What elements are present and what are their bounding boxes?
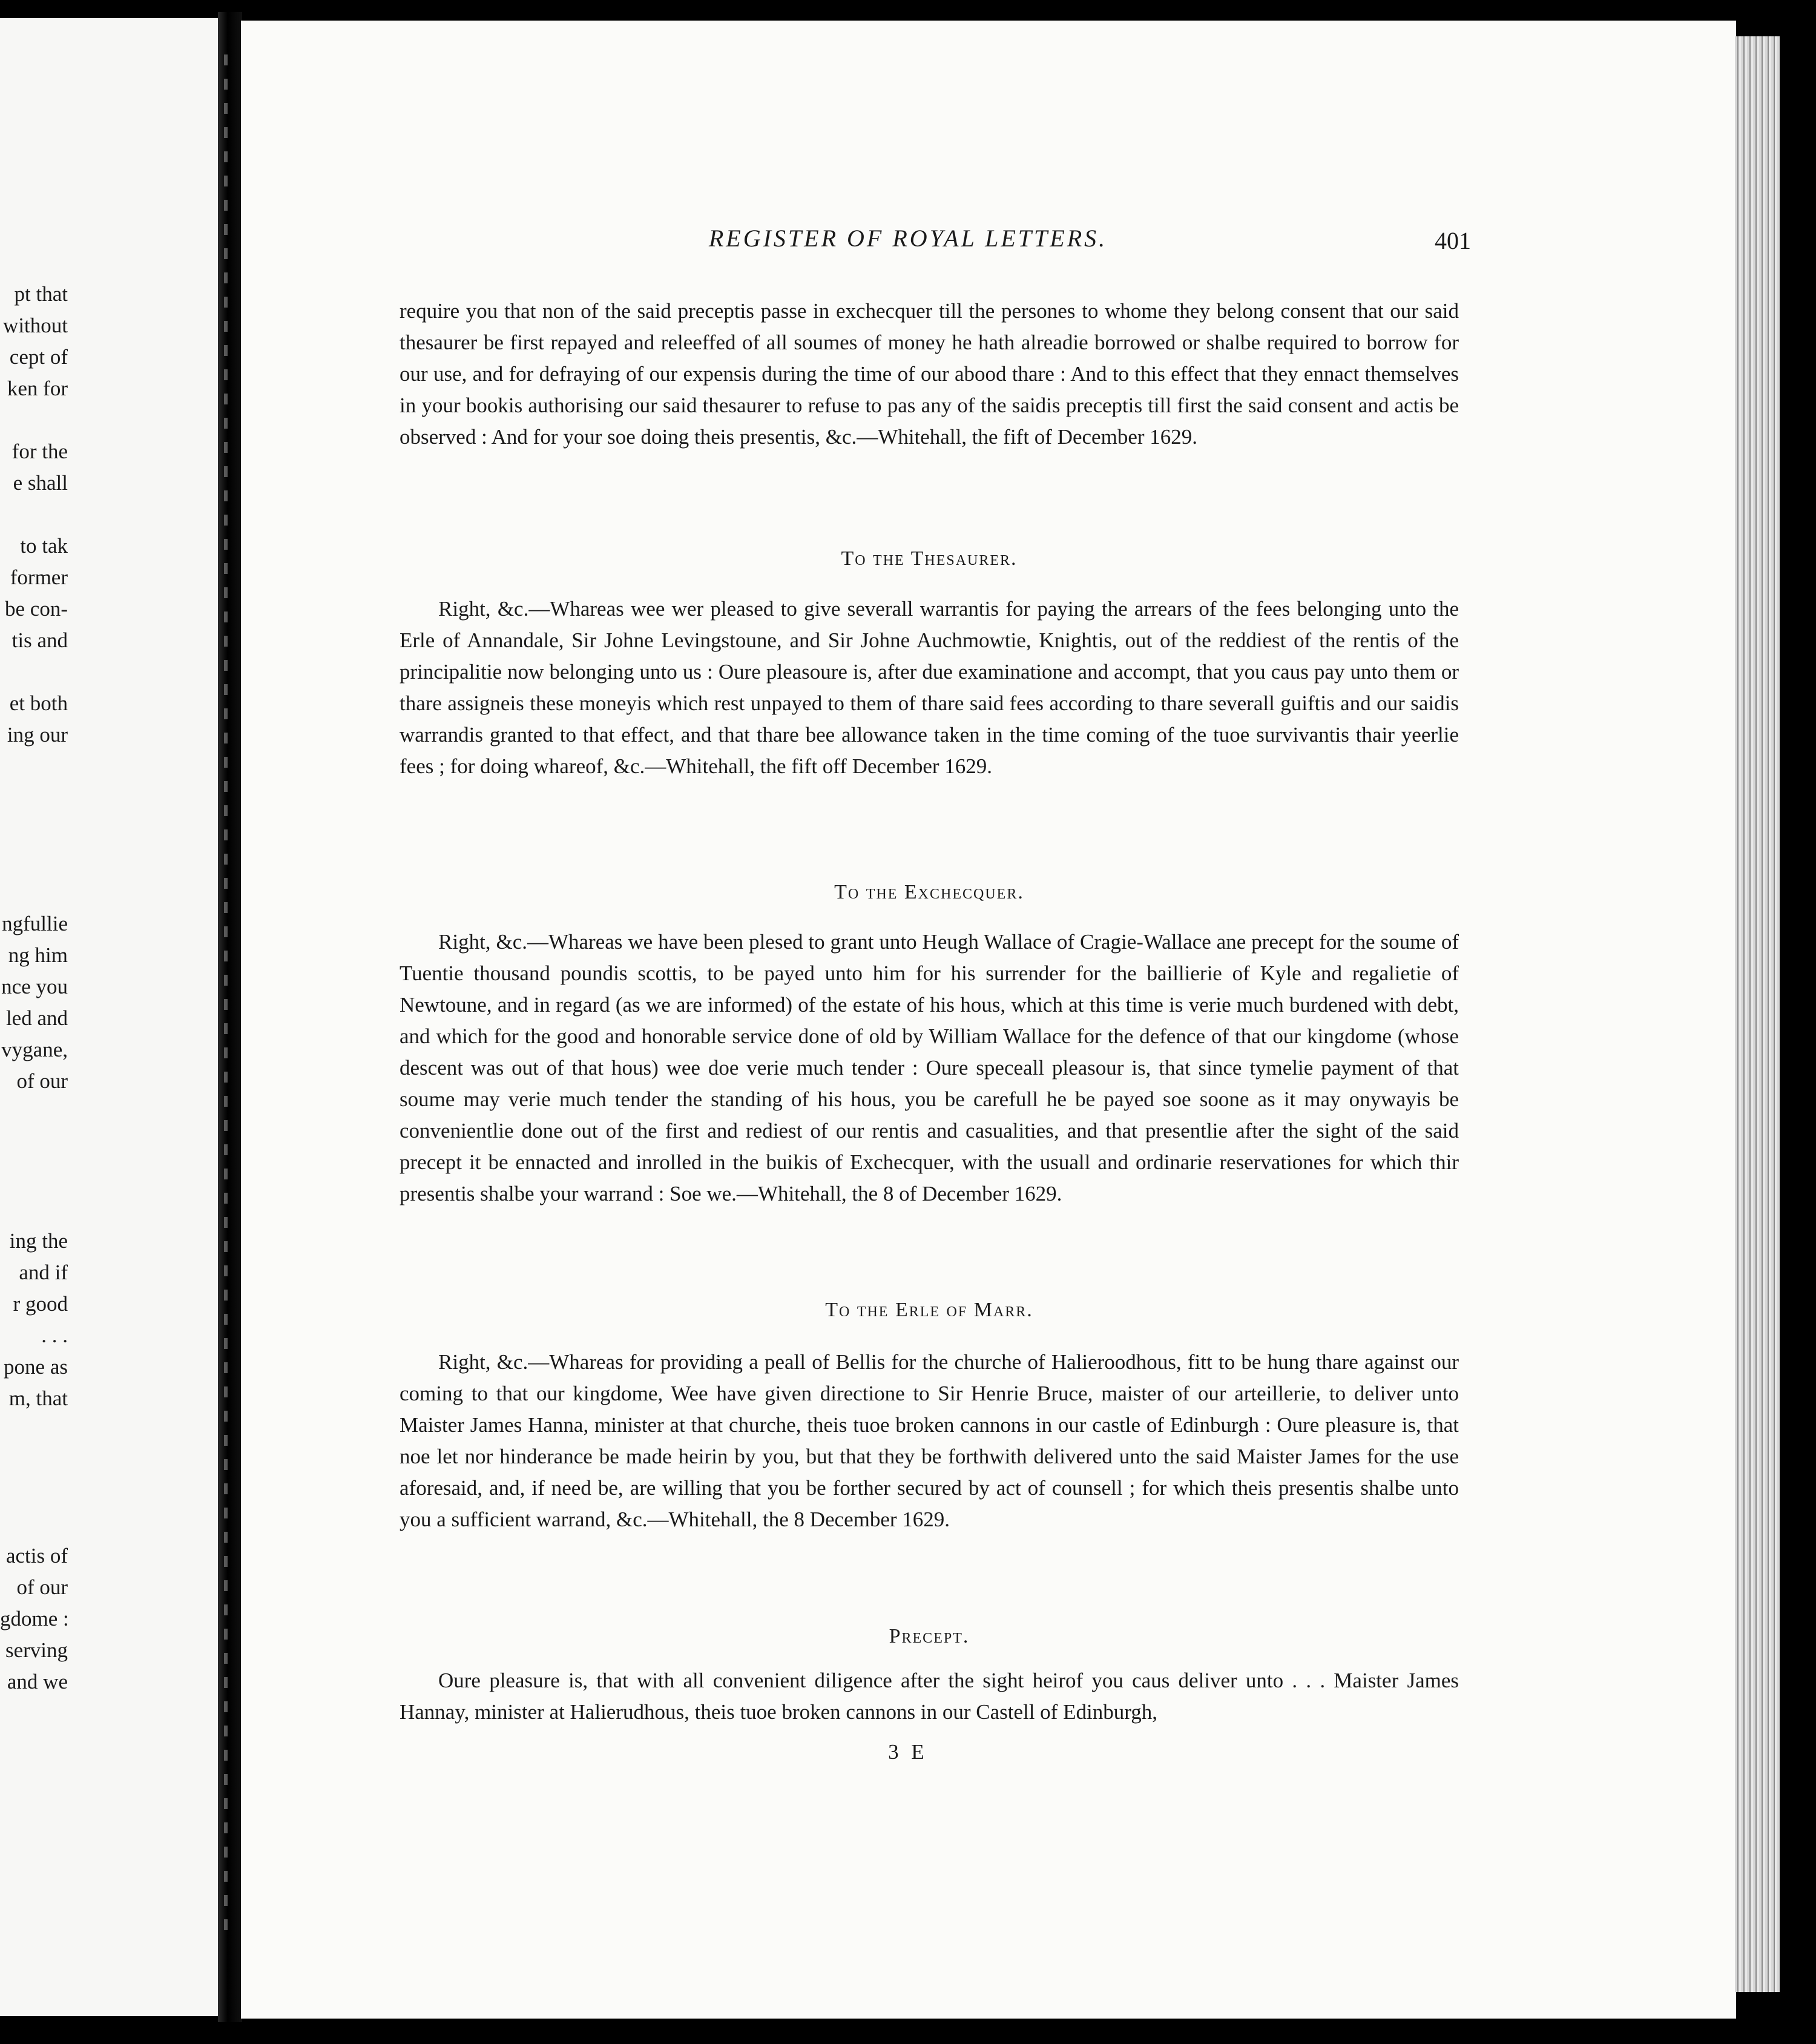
- facing-page-line-fragment: tis and: [12, 628, 68, 652]
- facing-page-line-fragment: actis of: [5, 1544, 68, 1568]
- facing-page-line-fragment: gdome :: [0, 1607, 69, 1630]
- letter-body: Right, &c.—Whareas for providing a peall of Bellis for the churche of Halieroodhous, fitt to be hung thare against our coming to that our kingdome, Wee have given directione to Sir Henrie Bruce, maister of our arteillerie, to deliver unto Maister James Hanna, minister at that churche, theis tuoe broken cannons in our castle of Edinburgh : Oure pleasure is, that noe let nor hinderance be made heirin by you, but that they be forthwith delivered unto the said Maister James for the use aforesaid, and, if need be, are willing that you be forther secured by act of counsell ; for which theis presentis shalbe unto you a sufficient warrand, &c.—Whitehall, the 8 December 1629.: [400, 1350, 1459, 1531]
- letter-body: Right, &c.—Whareas we have been plesed to grant unto Heugh Wallace of Cragie-Wallace ane precept for the soume of Tuentie thousand poundis scottis, to be payed unto him for his surrender for the baillierie of Kyle and regalietie of Newtoune, and in regard (as we are informed) of the estate of his hous, which at this time is verie much burdened with debt, and which for the good and honorable service done of old by William Wallace for the defence of that our kingdome (whose descent was out of that hous) wee doe verie much tender : Oure speceall pleasour is, that since tymelie payment of that soume may verie much tender the standing of his hous, you be carefull he be payed soe soone as it may onywayis be convenientlie done out of the first and rediest of our rentis and casualities, and that presentlie after the sight of the said precept it be ennacted and inrolled in the buikis of Exchecquer, with the usuall and ordinarie reservationes for which thir presentis shalbe your warrand : Soe we.—Whitehall, the 8 of December 1629.: [400, 930, 1459, 1205]
- facing-page-line-fragment: led and: [5, 1006, 68, 1030]
- facing-page-line-fragment: be con-: [5, 597, 68, 621]
- facing-page-line-fragment: ing our: [7, 723, 68, 747]
- letter-body: Right, &c.—Whareas wee wer pleased to give severall warrantis for paying the arrears of the fees belonging unto the Erle of Annandale, Sir Johne Levingstoune, and Sir Johne Auchmowtie, Knightis, out of the reddiest of the rentis of the principalitie now belonging unto us : Oure pleasoure is, after due examinatione and accompt, that you caus pay unto them or thare assigneis these moneyis which rest unpayed to them of thare said fees according to thare severall guiftis and our saidis warrandis granted to that effect, and that thare bee allowance taken in the time coming of the tuoe survivantis thair yeerlie fees ; for doing whareof, &c.—Whitehall, the fift off December 1629.: [400, 597, 1459, 778]
- book-gutter: [218, 12, 242, 2022]
- facing-page-line-fragment: nce you: [1, 975, 68, 998]
- signature-mark: 3 E: [888, 1740, 928, 1764]
- heading-precept: Precept.: [889, 1625, 970, 1647]
- facing-page-line-fragment: r good: [13, 1292, 68, 1316]
- facing-page-left: [0, 18, 218, 2016]
- facing-page-line-fragment: for the: [12, 440, 68, 463]
- facing-page-line-fragment: and if: [19, 1261, 68, 1284]
- facing-page-line-fragment: pt that: [14, 282, 68, 306]
- facing-page-line-fragment: of our: [16, 1575, 68, 1599]
- facing-page-line-fragment: cept of: [9, 345, 68, 369]
- facing-page-line-fragment: et both: [9, 691, 68, 715]
- letter-precept: [400, 1665, 1459, 1728]
- facing-page-line-fragment: e shall: [13, 471, 68, 495]
- heading-to-the-exchecquer: To the Exchecquer.: [834, 881, 1024, 903]
- binding-stitch: [224, 54, 228, 1943]
- facing-page-line-fragment: ing the: [9, 1229, 68, 1253]
- facing-page-line-fragment: and we: [7, 1670, 68, 1693]
- letter-erle-of-marr: [400, 1347, 1459, 1535]
- heading-to-the-erle-of-marr: To the Erle of Marr.: [825, 1299, 1033, 1321]
- facing-page-line-fragment: ng him: [8, 943, 68, 967]
- heading-to-the-thesaurer: To the Thesaurer.: [841, 547, 1018, 570]
- intro-paragraph: require you that non of the said preceptis passe in exchecquer till the persones to whome they belong consent that our said thesaurer be first repayed and releeffed of all soumes of money he hath alreadie borrowed or shalbe required to borrow for our use, and for defraying of our expensis during the time of our abood thare : And to this effect that they ennact themselves in your bookis authorising our said thesaurer to refuse to pas any of the saidis preceptis till first the said consent and actis be observed : And for your soe doing theis presentis, &c.—Whitehall, the fift of December 1629.: [400, 299, 1459, 449]
- facing-page-line-fragment: . . .: [41, 1324, 68, 1347]
- facing-page-line-fragment: former: [10, 565, 68, 589]
- facing-page-line-fragment: to tak: [20, 534, 68, 558]
- letter-thesaurer: [400, 593, 1459, 782]
- facing-page-line-fragment: m, that: [8, 1386, 68, 1410]
- facing-page-line-fragment: serving: [5, 1638, 68, 1662]
- facing-page-line-fragment: ngfullie: [2, 912, 68, 935]
- facing-page-line-fragment: without: [3, 314, 68, 337]
- letter-exchecquer: [400, 926, 1459, 1210]
- facing-page-line-fragment: of our: [16, 1069, 68, 1093]
- letter-body: Oure pleasure is, that with all convenient diligence after the sight heirof you caus deliver unto . . . Maister James Hannay, minister at Halierudhous, theis tuoe broken cannons in our Castell of Edinburgh,: [400, 1669, 1459, 1724]
- intro-paragraph-block: [400, 295, 1459, 453]
- facing-page-line-fragment: pone as: [4, 1355, 68, 1379]
- facing-page-line-fragment: ken for: [7, 377, 68, 400]
- page-number: 401: [1435, 227, 1471, 254]
- facing-page-line-fragment: vygane,: [1, 1038, 68, 1061]
- page-block-edge: [1735, 36, 1780, 1992]
- running-head: REGISTER OF ROYAL LETTERS.: [708, 225, 1108, 252]
